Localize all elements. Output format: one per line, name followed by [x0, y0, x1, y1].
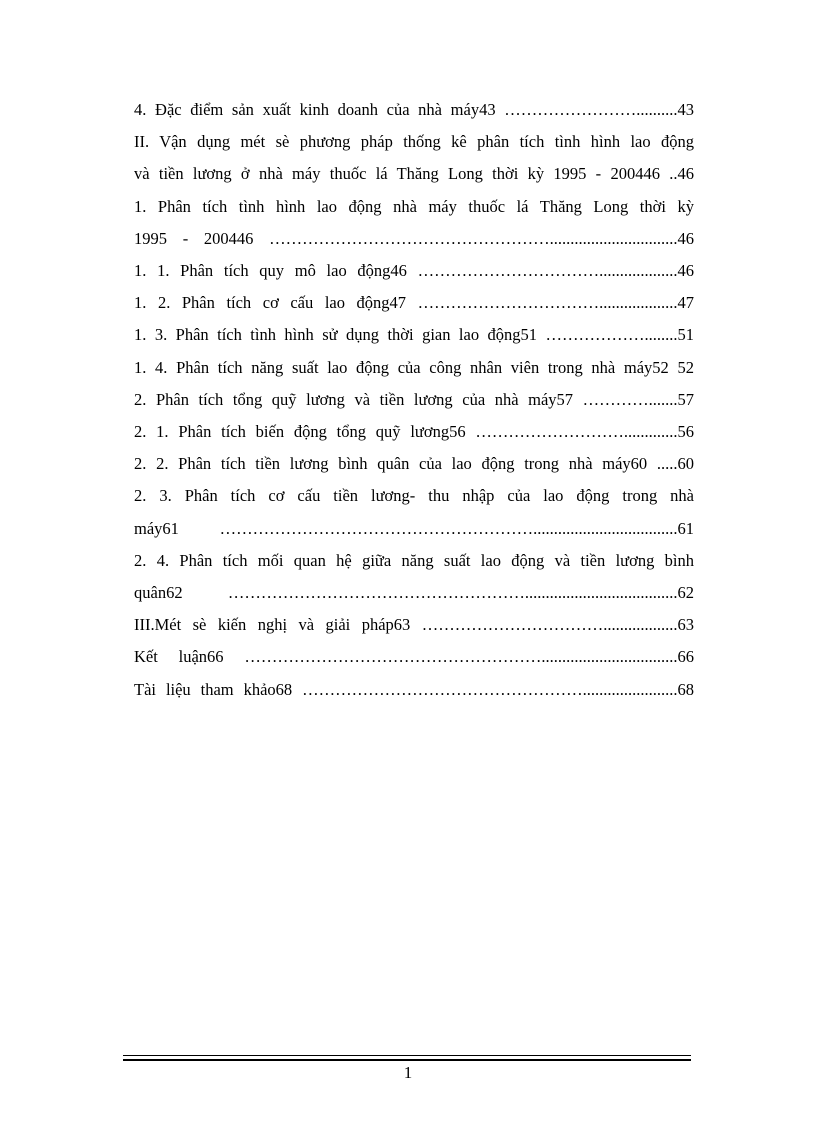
toc-entry: 1. 1. Phân tích quy mô lao động46 ……………………………...................46 — [134, 261, 694, 280]
toc-entry: 2. Phân tích tổng quỹ lương và tiền lương của nhà máy57 ………….......57 — [134, 389, 694, 409]
toc-entry: Tài liệu tham khảo68 …………………………………………….......................68 — [134, 679, 694, 699]
toc-entry — [134, 126, 694, 190]
toc-entry-line: và tiền lương ở nhà máy thuốc lá Thăng Long thời kỳ 1995 - 200446 ..46 — [134, 164, 694, 184]
toc-entry-line: máy61 …………………………………………………...................................61 — [134, 518, 694, 538]
page-number: 1 — [403, 1063, 413, 1082]
toc-entry: 4. Đặc điểm sản xuất kinh doanh của nhà máy43 ……………………..........43 — [134, 100, 694, 119]
toc-entry: III.Mét sè kiến nghị và giải pháp63 ……………………………..................63 — [134, 615, 694, 635]
toc-entry — [134, 480, 694, 544]
toc-entry: 1. 4. Phân tích năng suất lao động của công nhân viên trong nhà máy52 52 — [134, 357, 694, 377]
toc-entry: Kết luận66 ……………………………………………….................................66 — [134, 647, 694, 667]
table-of-contents — [134, 94, 694, 706]
toc-entry: 1. 2. Phân tích cơ cấu lao động47 ……………………………...................47 — [134, 293, 694, 313]
footer-divider — [123, 1055, 691, 1056]
toc-entry: 1. 3. Phân tích tình hình sử dụng thời gian lao động51 ………………........51 — [134, 325, 694, 345]
toc-entry: 2. 2. Phân tích tiền lương bình quân của lao động trong nhà máy60 .....60 — [134, 454, 694, 474]
toc-entry-line: 1995 - 200446 ……………………………………………...............................46 — [134, 228, 694, 248]
toc-entry — [134, 545, 694, 609]
toc-entry-line: quân62 ……………………………………………….....................................62 — [134, 582, 694, 602]
toc-entry-line: 2. 3. Phân tích cơ cấu tiền lương- thu nhập của lao động trong nhà — [134, 486, 694, 506]
footer-divider — [123, 1059, 691, 1061]
toc-entry — [134, 191, 694, 255]
toc-entry-line: 1. Phân tích tình hình lao động nhà máy thuốc lá Thăng Long thời kỳ — [134, 196, 694, 216]
toc-entry-line: II. Vận dụng mét sè phương pháp thống kê phân tích tình hình lao động — [134, 132, 694, 152]
toc-entry-line: 2. 4. Phân tích mối quan hệ giữa năng suất lao động và tiền lương bình — [134, 550, 694, 570]
toc-entry: 2. 1. Phân tích biến động tổng quỹ lương56 ……………………….............56 — [134, 421, 694, 441]
